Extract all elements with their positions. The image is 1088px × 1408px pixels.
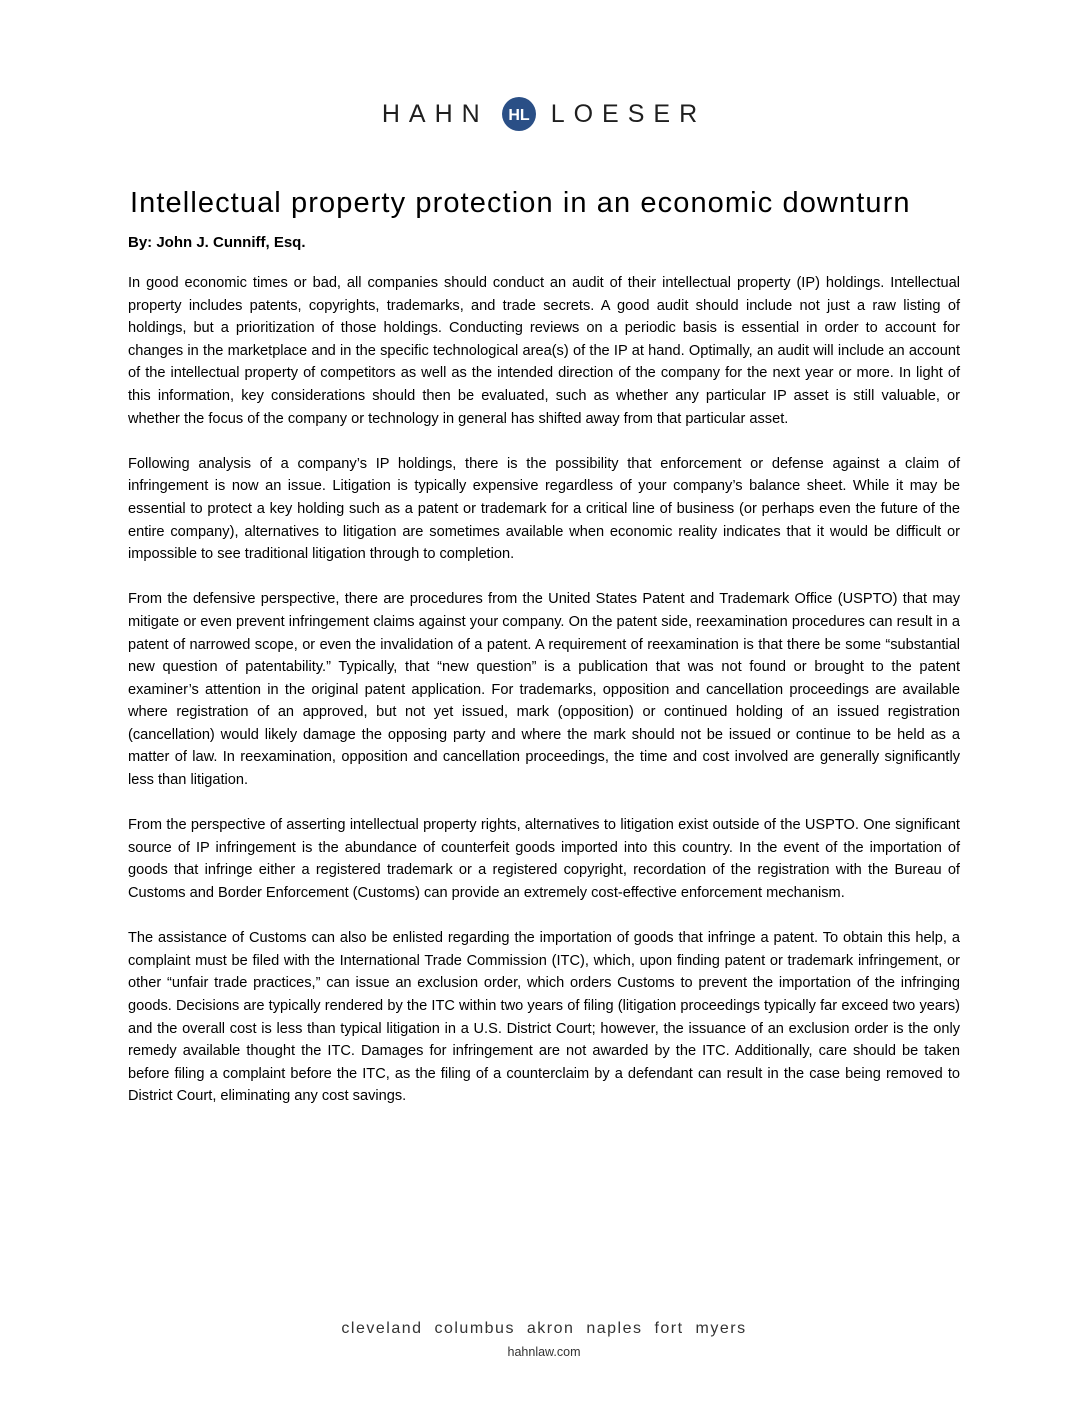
paragraph-audit: In good economic times or bad, all companies should conduct an audit of their intellectual property (IP) holdings. Intellectual property includes patents, copyrights, trademarks, and trade secrets. A good audit should include not just a raw listing of holdings, but a prioritization of those holdings. Conducting reviews on a periodic basis is essential in order to account for changes in the marketplace and in the specific technological area(s) of the IP at hand. Optimally, an audit will include an account of the intellectual property of competitors as well as the intended direction of the company for the next year or more. In light of this information, key considerations should then be evaluated, such as whether any particular IP asset is still valuable, or whether the focus of the company or technology in general has shifted away from that particular asset. — [128, 275, 960, 427]
paragraph-defensive: From the defensive perspective, there are procedures from the United States Patent and Trademark Office (USPTO) that may mitigate or even prevent infringement claims against your company. On the patent side, reexamination procedures can result in a patent of narrowed scope, or even the invalidation of a patent. A requirement of reexamination is that there be some “substantial new question of patentability.” Typically, that “new question” is a publication that was not found or brought to the patent examiner’s attention in the original patent application. For trademarks, opposition and cancellation proceedings are available where registration of an approved, but not yet issued, mark (opposition) or continued holding of an issued registration (cancellation) would likely damage the opposing party and where the mark should not be issued or continue to be held as a matter of law. In reexamination, opposition and cancellation proceedings, the time and cost involved are generally significantly less than litigation. — [128, 591, 960, 789]
article-title: Intellectual property protection in an economic downturn — [130, 187, 911, 220]
article-byline: By: John J. Cunniff, Esq. — [128, 234, 306, 251]
office-locations: cleveland columbus akron naples fort myers — [341, 1320, 747, 1337]
logo-word-hahn: HAHN — [381, 99, 489, 128]
paragraph-customs: The assistance of Customs can also be enlisted regarding the importation of goods that infringe a patent. To obtain this help, a complaint must be filed with the International Trade Commission (ITC), which, upon finding patent or trademark infringement, or other “unfair trade practices,” can issue an exclusion order, which orders Customs to prevent the importation of the infringing goods. Decisions are typically rendered by the ITC within two years of filing (litigation proceedings typically far exceed two years) and the overall cost is less than typical litigation in a U.S. District Court; however, the issuance of an exclusion order is the only remedy available thought the ITC. Damages for infringement are not awarded by the ITC. Additionally, care should be taken before filing a complaint before the ITC, as the filing of a counterclaim by a defendant can result in the case being removed to District Court, eliminating any cost savings. — [128, 930, 960, 1105]
logo-mark — [501, 96, 537, 132]
logo-word-loeser: LOESER — [550, 99, 707, 128]
hahn-loeser-logo — [0, 96, 1088, 132]
website-url: hahnlaw.com — [507, 1345, 581, 1359]
paragraph-analysis: Following analysis of a company’s IP holdings, there is the possibility that enforcement or defense against a claim of infringement is now an issue. Litigation is typically expensive regardless of your company’s balance sheet. While it may be essential to protect a key holding such as a patent or trademark for a critical line of business (or perhaps even the future of the entire company), alternatives to litigation are sometimes available when economic reality indicates that it would be difficult or impossible to see traditional litigation through to completion. — [128, 455, 960, 563]
article-body — [128, 272, 960, 1131]
paragraph-asserting: From the perspective of asserting intellectual property rights, alternatives to litigation exist outside of the USPTO. One significant source of IP infringement is the abundance of counterfeit goods imported into this country. In the event of the importation of goods that infringe either a registered trademark or a registered copyright, recordation of the registration with the Bureau of Customs and Border Enforcement (Customs) can provide an extremely cost-effective enforcement mechanism. — [128, 817, 960, 902]
logo-mark-text: HL — [508, 107, 530, 124]
